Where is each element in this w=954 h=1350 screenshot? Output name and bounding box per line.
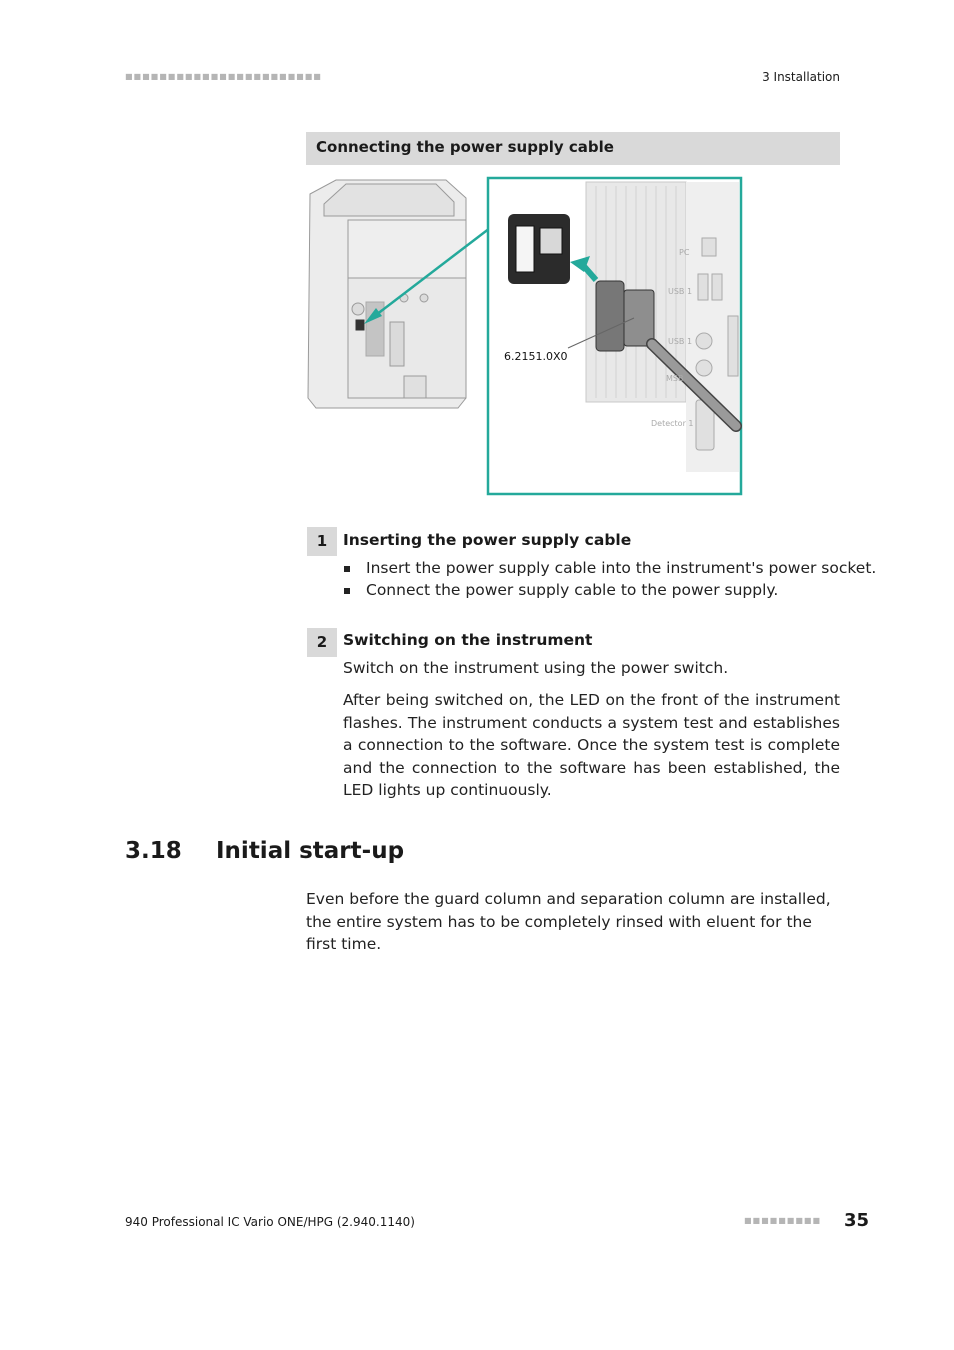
zoom-detail [488,178,741,494]
section-paragraph: Even before the guard column and separation column are installed, the entire system has to be completely rinsed with eluent for the first time. [306,890,831,953]
section-number: 3.18 [125,838,182,864]
port-label-usb1-a: USB 1 [668,287,693,296]
header-chapter: 3 Installation [762,70,840,84]
section-title: Initial start-up [216,838,405,864]
port-label-detector: Detector 1 [651,419,694,428]
step-1-number: 1 [307,527,337,556]
header-decoration: ■■■■■■■■■■■■■■■■■■■■■■■ [125,72,322,81]
port-label-usb1-b: USB 1 [668,337,693,346]
footer-decoration: ■■■■■■■■■ [744,1216,822,1225]
step-1-bullet-2: Connect the power supply cable to the power supply. [366,581,779,599]
footer-document-title: 940 Professional IC Vario ONE/HPG (2.940.1140) [125,1215,415,1229]
part-number-label: 6.2151.0X0 [504,350,568,363]
step-2-paragraph-1: Switch on the instrument using the power switch. [343,659,729,677]
instrument-drawing [308,180,466,408]
step-1-bullet-1: Insert the power supply cable into the instrument's power socket. [366,559,877,577]
step-2-paragraph-2: After being switched on, the LED on the front of the instrument flashes. The instrument conducts a system test and establishes a connection to the software. Once the system test is complete and the connection to the software has been established, the LED lights up continuously. [343,691,840,799]
figure-caption: Connecting the power supply cable [306,132,840,165]
step-1-title: Inserting the power supply cable [343,531,632,549]
port-label-msb: MSB [666,374,684,383]
step-2-number: 2 [307,628,337,657]
port-label-pc: PC [679,248,690,257]
step-2-title: Switching on the instrument [343,631,593,649]
page-number: 35 [844,1210,870,1231]
power-cable-illustration [306,176,746,500]
